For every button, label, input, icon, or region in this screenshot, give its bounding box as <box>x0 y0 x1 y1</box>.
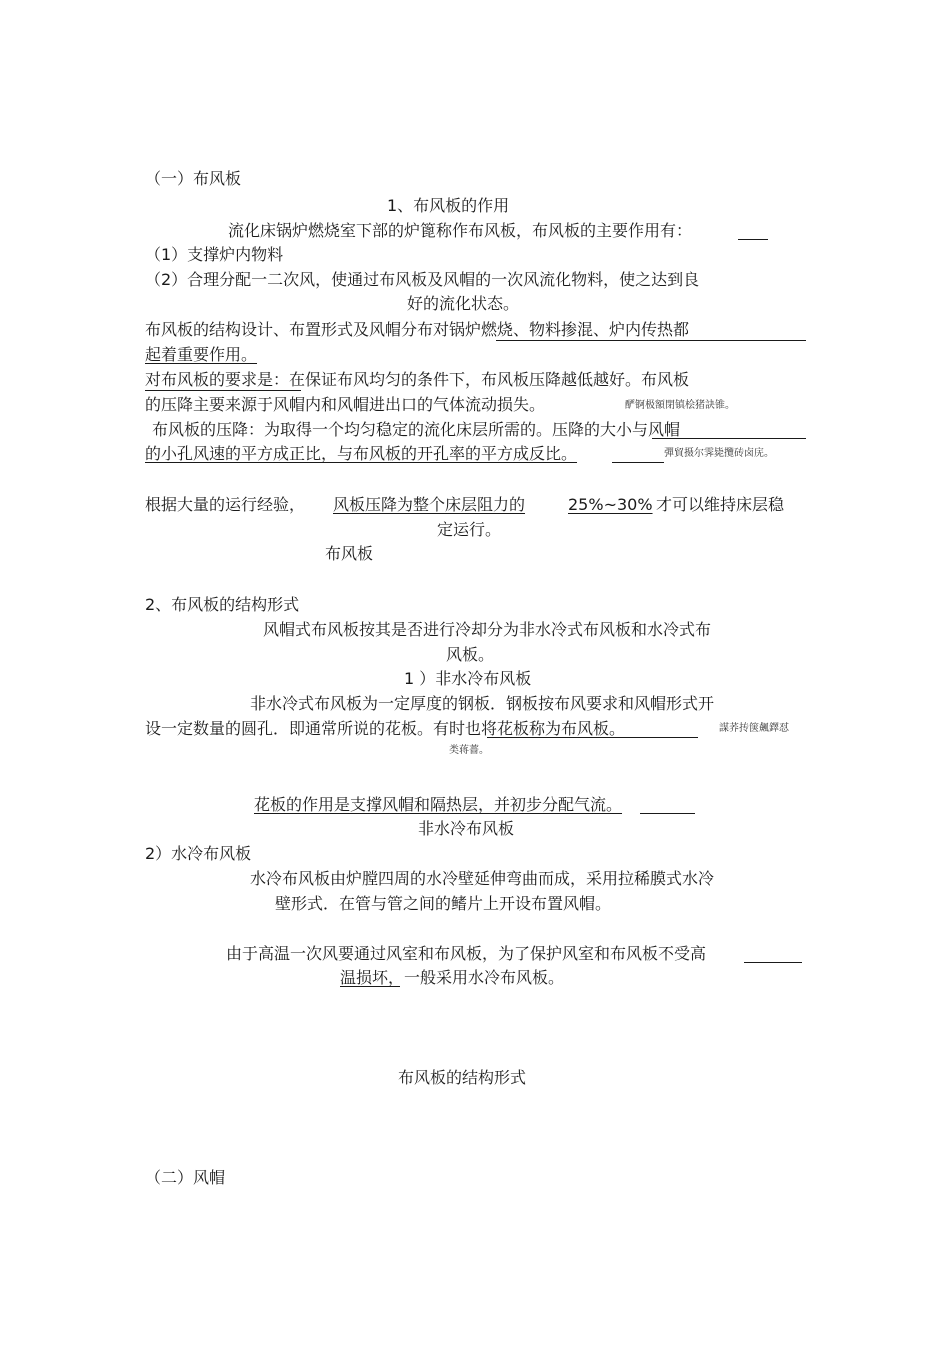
underline-rule <box>652 438 806 439</box>
underline-rule <box>744 962 802 963</box>
list-item: （2）合理分配一二次风，使通过布风板及风帽的一次风流化物料，使之达到良 <box>145 270 700 289</box>
figure-caption: 布风板的结构形式 <box>398 1068 527 1087</box>
paragraph-line: 布风板的压降：为取得一个均匀稳定的流化床层所需的。压降的大小与风帽 <box>152 420 681 439</box>
paragraph-line: 定运行。 <box>437 520 502 539</box>
paragraph-line: 才可以维持床层稳 <box>656 495 785 514</box>
figure-caption: 布风板 <box>325 544 374 563</box>
section-heading: （一）布风板 <box>145 169 242 188</box>
subsection-heading: 1 ）非水冷布风板 <box>404 669 532 688</box>
paragraph-line: 的压降主要来源于风帽内和风帽进出口的气体流动损失。 <box>145 395 546 414</box>
paragraph-line: 流化床锅炉燃烧室下部的炉篦称作布风板，布风板的主要作用有： <box>228 221 693 240</box>
paragraph-line: 风板压降为整个床层阻力的 <box>333 495 526 514</box>
paragraph-line: 温损坏，一般采用水冷布风板。 <box>340 968 565 987</box>
paragraph-line: 风板。 <box>446 645 495 664</box>
paragraph-line: 水冷布风板由炉膛四周的水冷壁延伸弯曲而成，采用拉稀膜式水冷 <box>250 869 715 888</box>
paragraph-line: 壁形式．在管与管之间的鳍片上开设布置风帽。 <box>275 894 612 913</box>
underline-rule <box>496 340 806 341</box>
underline-rule <box>145 390 301 391</box>
underline-rule <box>738 239 768 240</box>
paragraph-line: 设一定数量的圆孔．即通常所说的花板。有时也将花板称为布风板。 <box>145 719 626 738</box>
marginal-note: 酽锕极額閉镇桧猪訣锥。 <box>625 400 735 411</box>
percentage-value: 25%~30% <box>568 495 653 514</box>
underline-rule <box>340 986 400 987</box>
list-item: （1）支撑炉内物料 <box>145 245 284 264</box>
paragraph-line: 布风板的结构设计、布置形式及风帽分布对锅炉燃烧、物料掺混、炉内传热都 <box>145 320 690 339</box>
paragraph-line: 由于高温一次风要通过风室和布风板，为了保护风室和布风板不受高 <box>226 944 707 963</box>
paragraph-line: 根据大量的运行经验， <box>145 495 306 514</box>
subsection-heading: 2、布风板的结构形式 <box>145 595 300 614</box>
paragraph-line: 非水冷式布风板为一定厚度的钢板．钢板按布风要求和风帽形式开 <box>250 694 715 713</box>
underline-rule <box>612 462 664 463</box>
paragraph-line: 起着重要作用。 <box>145 345 258 364</box>
marginal-note: 彈貿摄尔霁毙攬砖卤庑。 <box>664 448 774 459</box>
marginal-note: 謀荞抟箧飆鐸怼 <box>719 723 789 734</box>
underline-rule <box>640 813 695 814</box>
section-heading: （二）风帽 <box>145 1168 226 1187</box>
figure-caption: 非水冷布风板 <box>418 819 515 838</box>
underline-rule <box>487 737 698 738</box>
paragraph-line: 对布风板的要求是：在保证布风均匀的条件下，布风板压降越低越好。布风板 <box>145 370 690 389</box>
subsection-heading: 1、布风板的作用 <box>387 196 510 215</box>
paragraph-line: 好的流化状态。 <box>407 294 520 313</box>
marginal-note: 类蒋薔。 <box>449 745 489 756</box>
subsection-heading: 2）水冷布风板 <box>145 844 252 863</box>
paragraph-line: 风帽式布风板按其是否进行冷却分为非水冷式布风板和水冷式布 <box>263 620 712 639</box>
paragraph-line: 花板的作用是支撑风帽和隔热层，并初步分配气流。 <box>254 795 623 814</box>
paragraph-line: 的小孔风速的平方成正比，与布风板的开孔率的平方成反比。 <box>145 444 578 463</box>
